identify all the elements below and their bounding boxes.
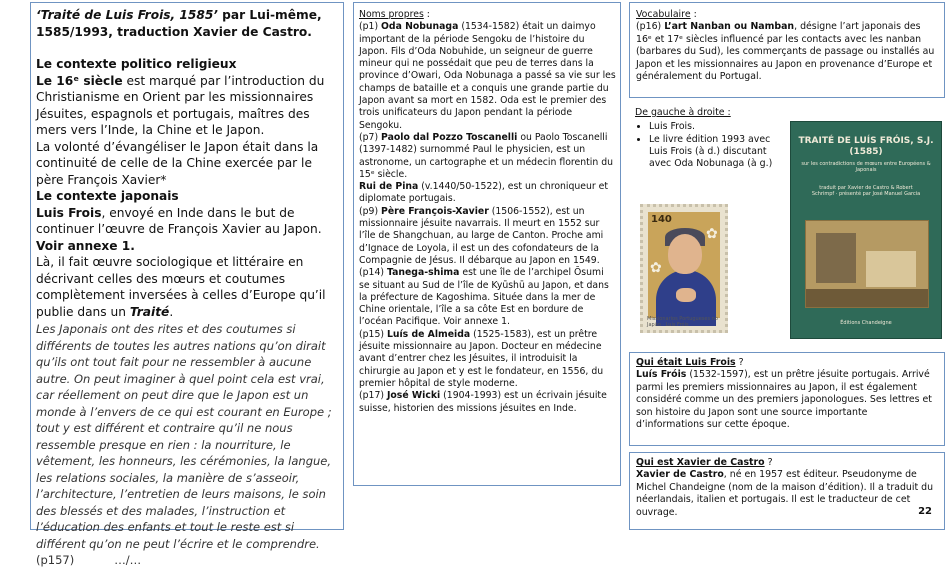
vocabulary-box <box>629 2 945 98</box>
flower-icon: ✿ <box>650 260 662 276</box>
painting-ground <box>806 289 928 307</box>
castro-name: Xavier de Castro <box>636 469 724 481</box>
heading-contexte-japonais: Le contexte japonais <box>36 189 179 203</box>
paragraph-luis-frois <box>36 205 343 255</box>
heading-text: Vocabulaire <box>636 9 691 20</box>
quote-page-ref: (p157) <box>36 553 75 567</box>
entry-name: Paolo dal Pozzo Toscanelli <box>381 131 518 143</box>
entry-page: (p15) <box>359 328 387 340</box>
caption-item: • Luis Frois. <box>649 121 785 133</box>
entry-text: (v.1440/50-1522), est un chroniqueur et diplomate portugais. <box>359 181 609 205</box>
book-subtitle: sur les contradictions de mœurs entre Européens & Japonais <box>801 161 931 173</box>
page-number: 22 <box>918 505 932 517</box>
heading-text: Qui était Luis Frois <box>636 357 736 368</box>
title-rest: par Lui-même, 1585/1993, traduction Xavier de Castro. <box>36 8 322 39</box>
heading-text: Qui est Xavier de Castro <box>636 457 765 468</box>
p1-rest: est marqué par l’introduction du Christianisme en Orient par les missionnaires Jésuites, espagnols et portugais, maîtres des mers vers l’Inde, la Chine et le Japon. <box>36 73 325 137</box>
flower-icon: ✿ <box>706 226 718 242</box>
title-italic: ‘Traité de Luis Frois, 1585’ <box>36 8 218 22</box>
painting-figure <box>866 251 916 287</box>
entry-page: (p1) <box>359 21 382 33</box>
p4-b: . <box>169 304 174 319</box>
painting-figure <box>816 233 856 283</box>
book-title: TRAITÉ DE LUÍS FRÓIS, S.J. (1585) <box>798 136 934 157</box>
book-cover-painting <box>805 220 929 308</box>
entry-text: (1525-1583), est un prêtre jésuite missionnaire au Japon. Docteur en médecine avant d’entrer chez les Jésuites, il introduisit la chirurgie au Japon et y est le fondateur, en 1556, du premier hôpital de style moderne. <box>359 328 604 389</box>
stamp-face <box>668 234 702 274</box>
entry-name: José Wicki <box>386 390 441 402</box>
heading-politico-religieux: Le contexte politico religieux <box>36 57 237 71</box>
heading-colon: : <box>690 9 697 20</box>
entry-page: (p14) <box>359 267 387 279</box>
entry-oda-nobunaga <box>359 21 616 132</box>
vocabulary-heading <box>636 9 939 21</box>
frois-bio: (1532-1597), est un prêtre jésuite portugais. Arrivé parmi les premiers missionnaires au Japon, il est également considéré comme un des premiers japonologues. Ses lettres et son histoire du Japon sont une source importante d’informations sur cette époque. <box>636 369 932 431</box>
entry-text: est une île de l’archipel Ōsumi se situant au Sud de l’île de Kyūshū au Japon, et dans la préfecture de Kagoshima. Située dans la mer de Chine orientale, l’île a sa côte Est en bordure de l’océan Pacifique. Voir annexe 1. <box>359 267 609 328</box>
entry-rui-de-pina <box>359 181 616 206</box>
stamp-caption: Missionarios Portugueses no Japão · Luís Fróis <box>647 316 718 328</box>
luis-frois-stamp-image <box>640 204 728 333</box>
entry-page: (p7) <box>359 131 382 143</box>
caption-item: • Le livre édition 1993 avec Luis Frois (à d.) discutant avec Oda Nobunaga (à g.) <box>649 134 785 171</box>
paragraph-evangeliser: La volonté d’évangéliser le Japon était dans la continuité de celle de la Chine exercée par le père François Xavier* <box>36 139 319 187</box>
frois-text <box>636 369 938 431</box>
p1-bold: Le 16ᵉ siècle <box>36 73 123 88</box>
entry-tanega-shima <box>359 267 616 328</box>
entry-name: Père François-Xavier <box>381 205 489 217</box>
entry-luis-de-almeida <box>359 329 616 390</box>
entry-name: Rui de Pina <box>359 181 419 193</box>
entry-text: (1506-1552), est un missionnaire jésuite navarrais. Il meurt en 1552 sur l’île de Shangchuan, au large de Canton. Proche ami d’Ignace de Loyola, il est un des cofondateurs de la Compagnie de Jésus. Il débarque au Japon en 1549. <box>359 205 604 266</box>
castro-bio: , né en 1957 est éditeur. Pseudonyme de Michel Chandeigne (nom de la maison d’édition). Il a traduit du néerlandais, italien et portugais. Il est le traducteur de cet ouvrage. <box>636 469 934 518</box>
frois-heading <box>636 357 938 369</box>
annexe-reference: Voir annexe 1. <box>36 238 135 253</box>
image-caption-block <box>635 107 785 170</box>
entry-name: Tanega-shima <box>386 267 460 279</box>
quote-continuation: …/… <box>114 553 142 567</box>
entry-francois-xavier <box>359 206 616 267</box>
entry-toscanelli <box>359 132 616 181</box>
vocabulary-entry <box>636 21 939 83</box>
heading-question: ? <box>764 457 773 468</box>
vocabulary-definition: , désigne l’art japonais des 16ᵉ et 17ᵉ siècles influencé par les contacts avec les nanban (barbares du Sud), les commerçants de passage ou installés au Japon et les missionnaires au Japon en provenance d’Europe et généralement du Portugal. <box>636 21 935 83</box>
quote-paragraph <box>36 321 343 569</box>
paragraph-oeuvre <box>36 254 343 320</box>
heading-colon: : <box>423 9 430 20</box>
entry-name: Luís de Almeida <box>386 328 471 340</box>
proper-names-heading <box>359 9 616 21</box>
p3-rest: , envoyé en Inde dans le but de continuer l’œuvre de François Xavier au Japon. <box>36 205 322 236</box>
entry-page: (p16) <box>636 21 665 33</box>
caption-heading: De gauche à droite : <box>635 107 731 118</box>
p4-a: Là, il fait œuvre sociologique et littéraire en décrivant celles des mœurs et coutumes complètement inversées à celles d’Europe qu’il publie dans un <box>36 255 326 319</box>
treatise-title <box>36 7 343 40</box>
traite-word: Traité <box>129 304 170 319</box>
castro-text <box>636 469 938 519</box>
entry-text: (1904-1993) est un écrivain jésuite suisse, historien des missions jésuites en Inde. <box>359 390 607 414</box>
entry-page: (p17) <box>359 390 387 402</box>
stamp-value: 140 <box>651 214 672 225</box>
book-publisher: Éditions Chandeigne <box>840 320 892 326</box>
castro-heading <box>636 457 938 469</box>
book-cover-image <box>790 121 942 339</box>
quote-text: Les Japonais ont des rites et des coutumes si différents de toutes les autres nations qu’on dirait qu’ils ont tout fait pour ne ressembler à aucune autre. On peut imaginer à quel point cela est vrai, car réellement on peut dire que le Japon est un monde à l’envers de ce qui est courant en Europe ; tout y est différent et contraire qu’il ne nous ressemble presque en rien : la nourriture, le vêtement, les honneurs, les cérémonies, la langue, les relations sociales, la manière de s’asseoir, l’architecture, l’entretien de leurs maisons, le soin des blessés et des malades, l’instruction et l’éducation des enfants et tout le reste est si différent qu’on ne peut l’écrire et le comprendre. <box>36 322 332 551</box>
book-credits: traduit par Xavier de Castro & Robert Schrimpf · présenté par José Manuel Garcia <box>811 185 921 197</box>
who-is-xavier-de-castro-box <box>629 452 945 530</box>
heading-text: Noms propres <box>359 9 424 20</box>
entry-name: Oda Nobunaga <box>381 21 459 33</box>
frois-name: Luís Fróis <box>636 369 687 381</box>
proper-names-box <box>353 2 621 486</box>
entry-text: ou Paolo Toscanelli (1397-1482) surnommé Paul le physicien, est un astronome, un cartographe et un médecin florentin du 15ᵉ siècle. <box>359 131 613 180</box>
who-was-luis-frois-box <box>629 352 945 446</box>
stamp-artwork <box>648 212 720 318</box>
treatise-text-box <box>30 2 344 567</box>
heading-question: ? <box>735 357 744 368</box>
stamp-hands <box>676 288 696 302</box>
entry-page: (p9) <box>359 205 382 217</box>
p3-bold: Luis Frois <box>36 205 102 220</box>
caption-list <box>635 121 785 170</box>
entry-text: (1534-1582) était un daimyo important de la période Sengoku de l’histoire du Japon. Fils d’Oda Nobuhide, un seigneur de guerre mineur qui ne possédait que peu de terres dans la province d’Owari, Oda Nobunaga a passé sa vie sur les champs de bataille et a conquis une grande partie du Japon avant sa mort en 1582. Oda est le premier des trois unificateurs du Japon pendant la période Sengoku. <box>359 21 616 131</box>
paragraph-16e-siecle <box>36 73 343 139</box>
entry-jose-wicki <box>359 390 616 415</box>
vocabulary-term: L’art Nanban ou Namban <box>664 21 795 33</box>
